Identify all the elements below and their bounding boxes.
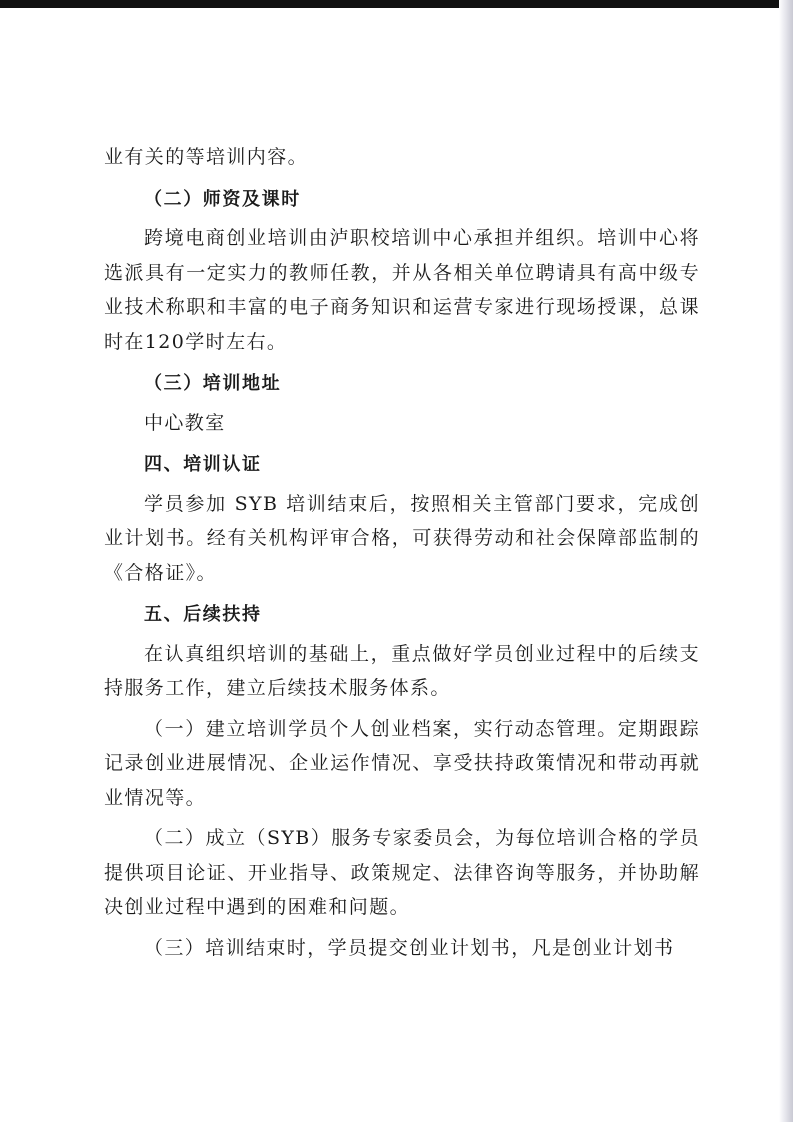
document-body — [104, 140, 700, 965]
paragraph-follow-up-support: 在认真组织培训的基础上，重点做好学员创业过程中的后续支持服务工作，建立后续技术服务体系。 — [104, 642, 700, 699]
paragraph-certification: 学员参加 SYB 培训结束后，按照相关主管部门要求，完成创业计划书。经有关机构评审合格，可获得劳动和社会保障部监制的《合格证》。 — [104, 492, 700, 584]
heading-training-address: （三）培训地址 — [144, 373, 282, 394]
list-item-archive: （一）建立培训学员个人创业档案，实行动态管理。定期跟踪记录创业进展情况、企业运作情况、享受扶持政策情况和带动再就业情况等。 — [104, 717, 700, 809]
list-item-business-plan: （三）培训结束时，学员提交创业计划书，凡是创业计划书 — [144, 936, 675, 959]
paragraph-continuation: 业有关的等培训内容。 — [104, 146, 309, 168]
heading-certification: 四、培训认证 — [144, 454, 262, 475]
scan-top-edge — [0, 0, 793, 8]
heading-teachers-hours: （二）师资及课时 — [144, 188, 301, 210]
paragraph-teachers-hours: 跨境电商创业培训由泸职校培训中心承担并组织。培训中心将选派具有一定实力的教师任教，并从各相关单位聘请具有高中级专业技术称职和丰富的电子商务知识和运营专家进行现场授课，总课时在120学时左右。 — [104, 227, 700, 353]
scan-right-edge — [779, 0, 793, 1122]
paragraph-training-address: 中心教室 — [144, 411, 226, 434]
list-item-expert-committee: （二）成立（SYB）服务专家委员会，为每位培训合格的学员提供项目论证、开业指导、政策规定、法律咨询等服务，并协助解决创业过程中遇到的困难和问题。 — [104, 827, 700, 918]
heading-follow-up-support: 五、后续扶持 — [144, 604, 262, 625]
